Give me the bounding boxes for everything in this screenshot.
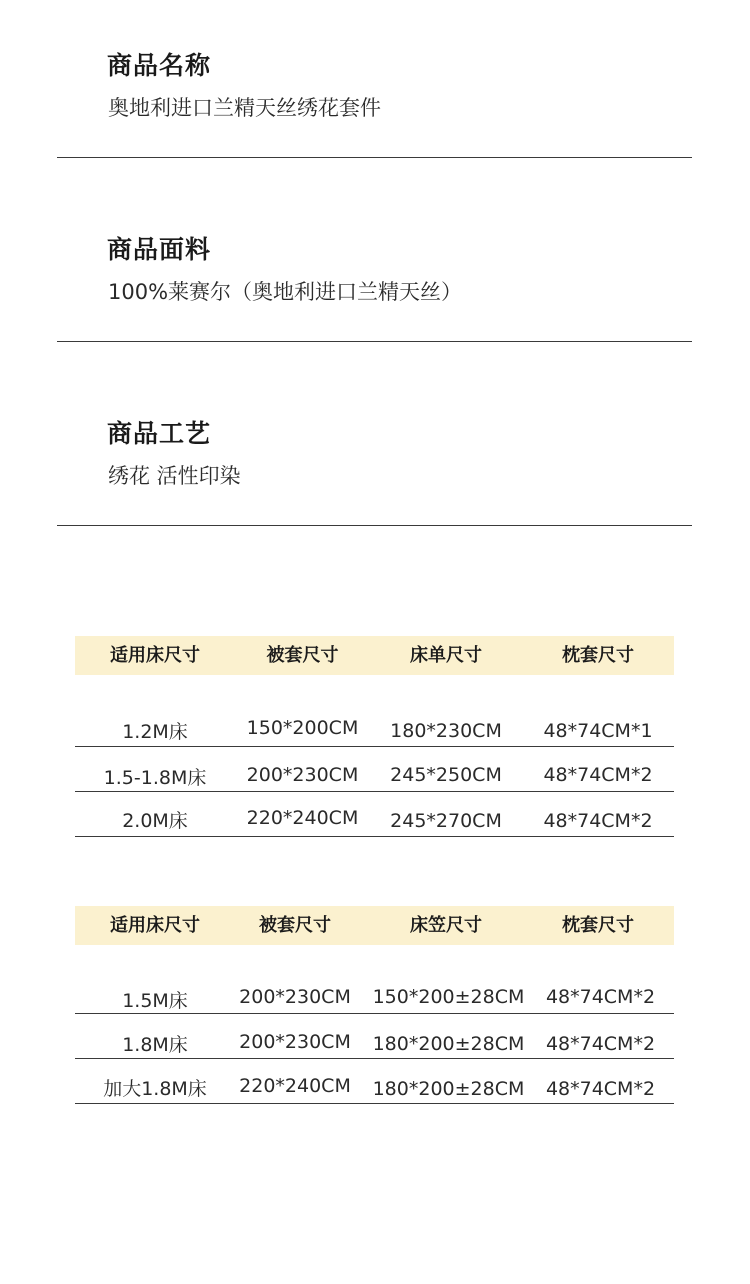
cell-pillowcase-size: 48*74CM*2 [543, 810, 653, 832]
product-craft-title: 商品工艺 [107, 419, 212, 448]
header-bed-size: 适用床尺寸 [110, 915, 200, 936]
cell-pillowcase-size: 48*74CM*2 [545, 986, 656, 1008]
cell-duvet-size: 220*240CM [246, 807, 359, 829]
divider [57, 525, 692, 526]
table-row [75, 1014, 674, 1059]
table-header [75, 906, 674, 945]
cell-pillowcase-size: 48*74CM*2 [545, 1033, 656, 1055]
product-craft-section [57, 408, 692, 528]
product-fabric-value: 100%莱赛尔（奥地利进口兰精天丝） [108, 280, 463, 304]
size-table-bedsheet [75, 636, 674, 836]
product-craft-value: 绣花 活性印染 [108, 464, 241, 488]
table-row [75, 792, 674, 837]
cell-bed-size: 1.5-1.8M床 [103, 767, 207, 789]
divider [57, 341, 692, 342]
divider [57, 157, 692, 158]
cell-sheet-size: 245*270CM [390, 810, 502, 832]
header-pillowcase-size: 枕套尺寸 [562, 915, 634, 936]
header-duvet-size: 被套尺寸 [266, 645, 339, 666]
cell-sheet-size: 180*230CM [390, 720, 502, 742]
table-row [75, 747, 674, 792]
product-name-title: 商品名称 [107, 51, 212, 80]
product-fabric-title: 商品面料 [107, 235, 212, 264]
cell-bed-size: 1.2M床 [122, 721, 188, 743]
header-sheet-size: 床单尺寸 [410, 645, 482, 666]
cell-fitted-sheet-size: 180*200±28CM [372, 1033, 525, 1055]
product-fabric-section [57, 224, 692, 344]
cell-duvet-size: 200*230CM [239, 1031, 351, 1053]
cell-fitted-sheet-size: 180*200±28CM [372, 1078, 525, 1100]
header-fitted-sheet-size: 床笠尺寸 [410, 915, 482, 936]
product-name-value: 奥地利进口兰精天丝绣花套件 [108, 96, 381, 120]
cell-bed-size: 加大1.8M床 [103, 1078, 207, 1100]
cell-bed-size: 1.8M床 [122, 1034, 188, 1056]
cell-bed-size: 1.5M床 [122, 990, 188, 1012]
table-row [75, 702, 674, 747]
cell-bed-size: 2.0M床 [122, 810, 188, 832]
header-bed-size: 适用床尺寸 [110, 645, 200, 666]
table-row [75, 969, 674, 1014]
cell-sheet-size: 245*250CM [390, 764, 502, 786]
header-pillowcase-size: 枕套尺寸 [562, 645, 634, 666]
cell-pillowcase-size: 48*74CM*2 [543, 764, 653, 786]
table-row [75, 1059, 674, 1104]
size-table-fitted-sheet [75, 906, 674, 1106]
header-duvet-size: 被套尺寸 [259, 915, 331, 936]
cell-duvet-size: 200*230CM [239, 986, 351, 1008]
cell-pillowcase-size: 48*74CM*2 [545, 1078, 656, 1100]
product-name-section [57, 40, 692, 160]
cell-duvet-size: 220*240CM [239, 1075, 351, 1097]
cell-fitted-sheet-size: 150*200±28CM [372, 986, 525, 1008]
table-header [75, 636, 674, 675]
cell-duvet-size: 200*230CM [246, 764, 359, 786]
cell-pillowcase-size: 48*74CM*1 [543, 720, 653, 742]
cell-duvet-size: 150*200CM [246, 717, 359, 739]
